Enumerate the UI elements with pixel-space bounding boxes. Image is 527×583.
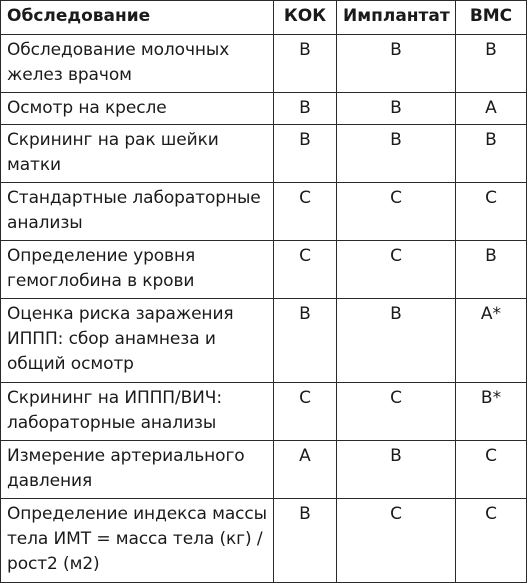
row-label: Определение индекса массы тела ИМТ = масса тела (кг) / рост2 (м2) <box>1 499 274 583</box>
header-vms: ВМС <box>456 1 527 35</box>
cell-vms: C <box>456 441 527 499</box>
table-row <box>1 383 527 441</box>
cell-vms: B <box>456 125 527 183</box>
table-row <box>1 183 527 241</box>
header-implant: Имплантат <box>337 1 456 35</box>
row-label: Скрининг на рак шейки матки <box>1 125 274 183</box>
row-label: Скрининг на ИППП/ВИЧ: лабораторные анализы <box>1 383 274 441</box>
row-label: Осмотр на кресле <box>1 93 274 125</box>
cell-kok: C <box>274 241 337 299</box>
row-label: Измерение артериального давления <box>1 441 274 499</box>
table-row <box>1 241 527 299</box>
cell-implant: C <box>337 499 456 583</box>
cell-kok: B <box>274 299 337 383</box>
cell-vms: B* <box>456 383 527 441</box>
cell-implant: C <box>337 183 456 241</box>
cell-implant: B <box>337 35 456 93</box>
table-row <box>1 93 527 125</box>
cell-kok: B <box>274 499 337 583</box>
cell-kok: C <box>274 183 337 241</box>
row-label: Обследование молочных желез врачом <box>1 35 274 93</box>
cell-vms: B <box>456 35 527 93</box>
cell-kok: C <box>274 383 337 441</box>
cell-kok: B <box>274 125 337 183</box>
table-row <box>1 35 527 93</box>
cell-vms: B <box>456 241 527 299</box>
table-row <box>1 441 527 499</box>
cell-vms: C <box>456 183 527 241</box>
cell-vms: A <box>456 93 527 125</box>
row-label: Оценка риска заражения ИППП: сбор анамнеза и общий осмотр <box>1 299 274 383</box>
table-row <box>1 299 527 383</box>
table-row <box>1 499 527 583</box>
header-kok: КОК <box>274 1 337 35</box>
cell-vms: C <box>456 499 527 583</box>
cell-implant: B <box>337 299 456 383</box>
cell-kok: B <box>274 93 337 125</box>
cell-kok: A <box>274 441 337 499</box>
header-row <box>1 1 527 35</box>
cell-implant: B <box>337 441 456 499</box>
table-row <box>1 125 527 183</box>
cell-kok: B <box>274 35 337 93</box>
cell-implant: C <box>337 241 456 299</box>
cell-implant: C <box>337 383 456 441</box>
row-label: Определение уровня гемоглобина в крови <box>1 241 274 299</box>
header-examination: Обследование <box>1 1 274 35</box>
cell-vms: A* <box>456 299 527 383</box>
cell-implant: B <box>337 125 456 183</box>
cell-implant: B <box>337 93 456 125</box>
row-label: Стандартные лабораторные анализы <box>1 183 274 241</box>
